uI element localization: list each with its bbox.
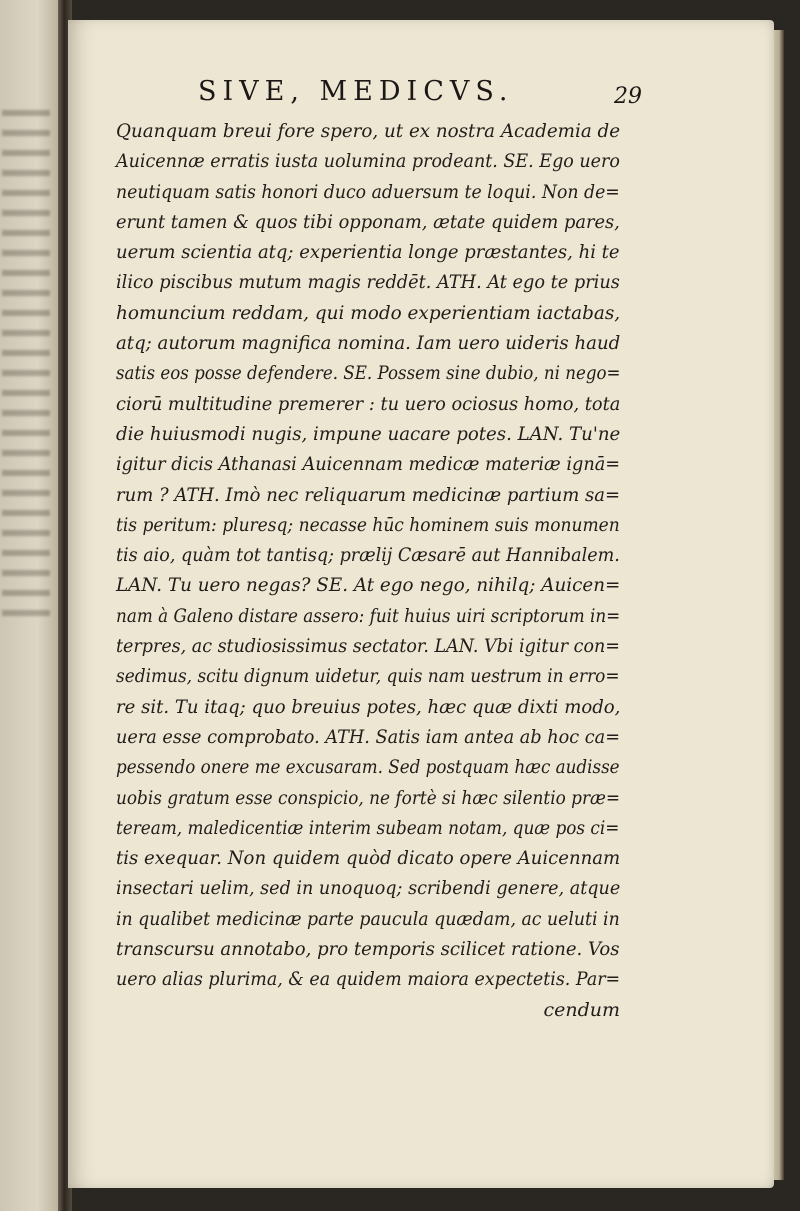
text-line: tis aio, quàm tot tantisq; prælij Cæsarē aut Hannibalem. (116, 544, 620, 567)
text-line: teream, maledicentiæ interim subeam notam, quæ pos ci= (116, 816, 620, 839)
text-line: neutiquam satis honori duco aduersum te loqui. Non de= (116, 180, 620, 203)
body-text (116, 116, 620, 1025)
text-line: igitur dicis Athanasi Auicennam medicæ materiæ ignā= (116, 453, 621, 476)
text-line: uera esse comprobato. ATH. Satis iam antea ab hoc ca= (116, 725, 621, 748)
text-line: nam à Galeno distare assero: fuit huius uiri scriptorum in= (116, 604, 621, 627)
text-line: in qualibet medicinæ parte paucula quædam, ac ueluti in (116, 907, 620, 930)
running-head: SIVE, MEDICVS. (198, 76, 514, 107)
show-through-text (2, 110, 50, 630)
facing-page-edge (0, 0, 62, 1211)
catchword: cendum (543, 998, 620, 1021)
text-line: uerum scientia atq; experientia longe præstantes, hi te (116, 241, 620, 264)
text-line: tis peritum: pluresq; necasse hūc hominem suis monumen (116, 513, 620, 536)
text-line: re sit. Tu itaq; quo breuius potes, hæc quæ dixti modo, (116, 695, 621, 718)
text-line: ilico piscibus mutum magis reddēt. ATH. At ego te prius (116, 271, 620, 294)
text-line: LAN. Tu uero negas? SE. At ego nego, nihilq; Auicen= (116, 574, 621, 597)
text-line: homuncium reddam, qui modo experientiam iactabas, (116, 301, 621, 324)
text-line: insectari uelim, sed in unoquoq; scribendi genere, atque (116, 877, 621, 900)
text-line: sedimus, scitu dignum uidetur, quis nam uestrum in erro= (116, 665, 620, 688)
text-line: ciorū multitudine premerer : tu uero ociosus homo, tota (116, 392, 621, 415)
text-line: uobis gratum esse conspicio, ne fortè si hæc silentio præ= (116, 786, 621, 809)
text-line: terpres, ac studiosissimus sectator. LAN. Vbi igitur con= (116, 635, 620, 658)
text-line: erunt tamen & quos tibi opponam, ætate quidem pares, (116, 210, 620, 233)
text-line: rum ? ATH. Imò nec reliquarum medicinæ partium sa= (116, 483, 621, 506)
text-line: Quanquam breui fore spero, ut ex nostra Academia de (116, 120, 621, 142)
text-line: pessendo onere me excusaram. Sed postquam hæc audisse (116, 756, 620, 779)
text-line: tis exequar. Non quidem quòd dicato opere Auicennam (116, 847, 621, 870)
text-line: atq; autorum magnifica nomina. Iam uero uideris haud (116, 332, 621, 355)
text-line: die huiusmodi nugis, impune uacare potes. LAN. Tu'ne (116, 422, 621, 445)
text-line: Auicennæ erratis iusta uolumina prodeant. SE. Ego uero (116, 150, 620, 173)
text-line: uero alias plurima, & ea quidem maiora expectetis. Par= (116, 968, 621, 991)
page-number: 29 (614, 84, 642, 109)
text-line: satis eos posse defendere. SE. Possem sine dubio, ni nego= (116, 362, 621, 385)
text-line: transcursu annotabo, pro temporis scilicet ratione. Vos (116, 938, 620, 961)
